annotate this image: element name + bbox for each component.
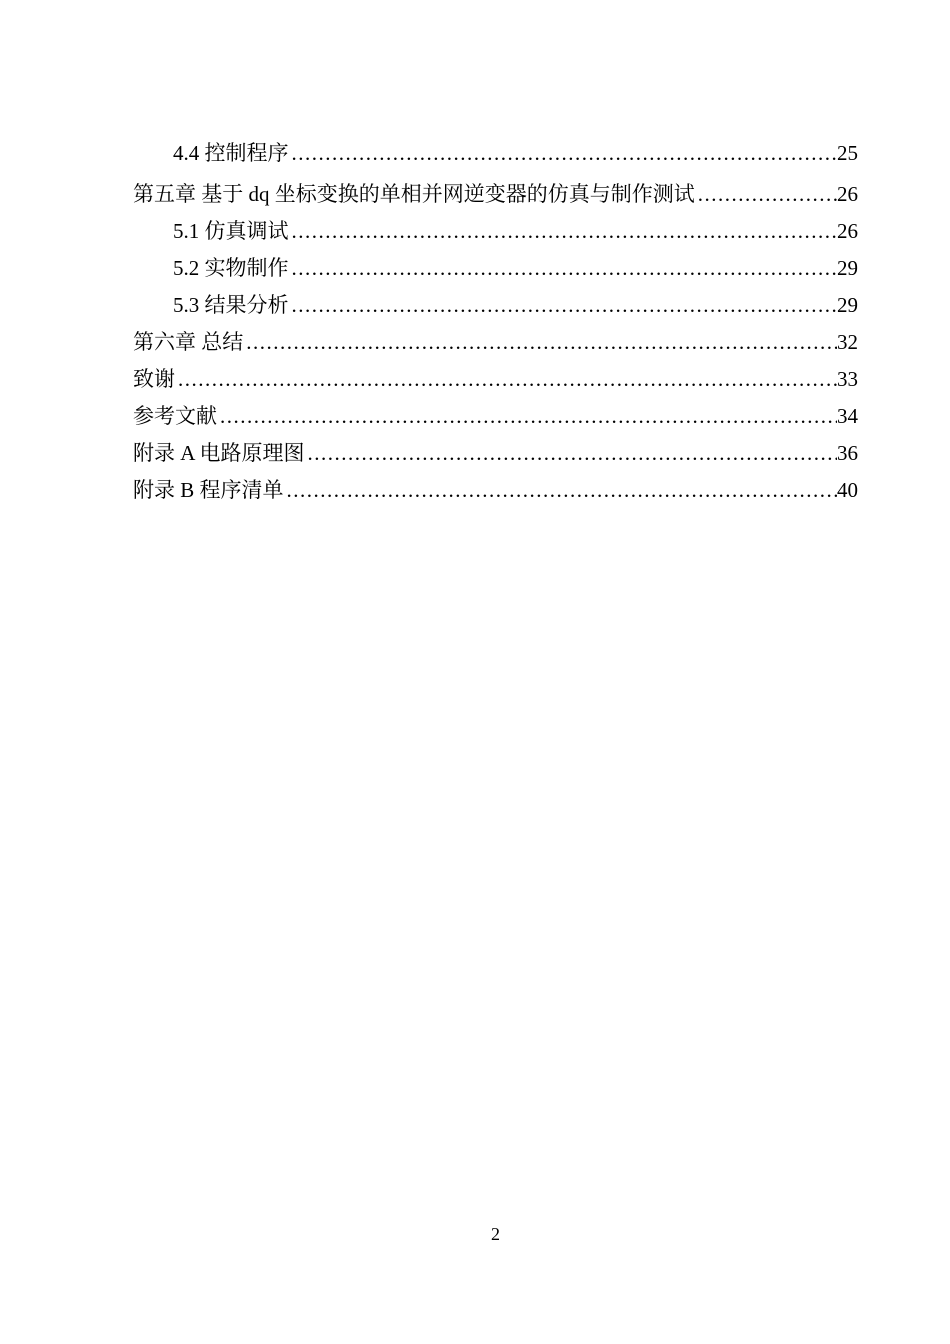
- toc-leader-dots: [220, 398, 837, 435]
- toc-entry-title: 参考文献: [133, 404, 217, 428]
- toc-entry-acknowledgements: [133, 361, 858, 398]
- toc-entry-appendix-b: [133, 472, 858, 509]
- toc-leader-dots: [292, 135, 838, 172]
- toc-leader-dots: [292, 287, 838, 324]
- table-of-contents: [133, 135, 858, 509]
- toc-leader-dots: [246, 324, 837, 361]
- toc-leader-dots: [292, 213, 838, 250]
- toc-leader-dots: [308, 435, 837, 472]
- toc-entry-title: 第六章 总结: [133, 330, 244, 354]
- toc-entry-5-1: [133, 213, 858, 250]
- toc-entry-page: 29: [837, 293, 858, 317]
- toc-entry-title: 第五章 基于 dq 坐标变换的单相并网逆变器的仿真与制作测试: [133, 182, 695, 206]
- toc-entry-page: 25: [837, 141, 858, 165]
- toc-entry-page: 40: [837, 478, 858, 502]
- toc-entry-title: 附录 B 程序清单: [133, 478, 284, 502]
- toc-entry-title: 致谢: [133, 367, 175, 391]
- toc-entry-title: 4.4 控制程序: [173, 141, 289, 165]
- toc-entry-5-2: [133, 250, 858, 287]
- toc-entry-page: 34: [837, 404, 858, 428]
- toc-entry-page: 26: [837, 182, 858, 206]
- toc-entry-title: 5.1 仿真调试: [173, 219, 289, 243]
- page-number-footer: 2: [491, 1224, 500, 1244]
- toc-entry-page: 36: [837, 441, 858, 465]
- toc-entry-page: 32: [837, 330, 858, 354]
- toc-leader-dots: [287, 472, 837, 509]
- toc-entry-title: 附录 A 电路原理图: [133, 441, 305, 465]
- toc-entry-appendix-a: [133, 435, 858, 472]
- toc-entry-page: 26: [837, 219, 858, 243]
- toc-entry-page: 29: [837, 256, 858, 280]
- toc-entry-chapter-5: [133, 176, 858, 213]
- toc-entry-4-4: [133, 135, 858, 172]
- toc-leader-dots: [698, 176, 837, 213]
- toc-entry-page: 33: [837, 367, 858, 391]
- toc-entry-title: 5.3 结果分析: [173, 293, 289, 317]
- toc-leader-dots: [178, 361, 837, 398]
- toc-entry-references: [133, 398, 858, 435]
- toc-entry-chapter-6: [133, 324, 858, 361]
- toc-entry-5-3: [133, 287, 858, 324]
- toc-entry-title: 5.2 实物制作: [173, 256, 289, 280]
- toc-leader-dots: [292, 250, 838, 287]
